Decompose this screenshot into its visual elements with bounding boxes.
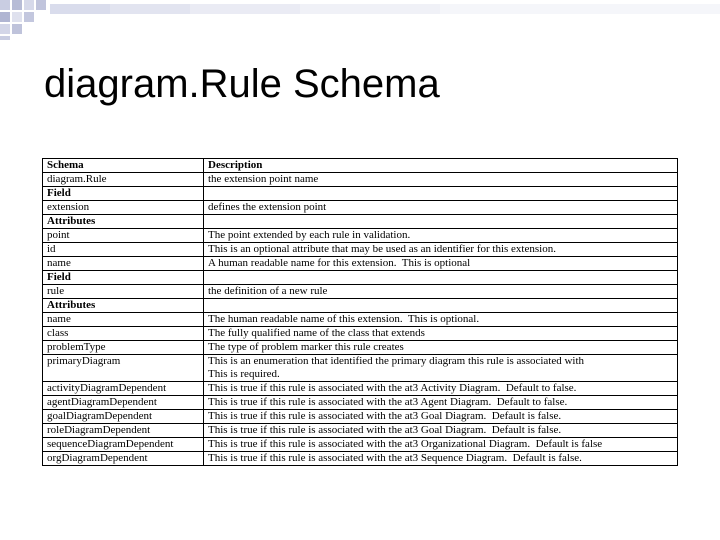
schema-cell: problemType (43, 341, 204, 355)
schema-cell: goalDiagramDependent (43, 410, 204, 424)
decorative-squares (0, 0, 720, 40)
schema-cell: extension (43, 201, 204, 215)
schema-cell: class (43, 327, 204, 341)
table-row (43, 159, 678, 173)
description-cell: A human readable name for this extension. This is optional (204, 257, 678, 271)
table-row (43, 438, 678, 452)
schema-cell: activityDiagramDependent (43, 382, 204, 396)
table-row (43, 229, 678, 243)
schema-cell: id (43, 243, 204, 257)
schema-cell: rule (43, 285, 204, 299)
table-row (43, 410, 678, 424)
slide-title: diagram.Rule Schema (44, 62, 440, 106)
schema-cell: diagram.Rule (43, 173, 204, 187)
description-cell: The human readable name of this extension. This is optional. (204, 313, 678, 327)
schema-table-body (43, 159, 678, 466)
table-row (43, 396, 678, 410)
description-cell: The fully qualified name of the class that extends (204, 327, 678, 341)
table-row (43, 173, 678, 187)
description-cell: This is true if this rule is associated with the at3 Activity Diagram. Default to false. (204, 382, 678, 396)
schema-cell: point (43, 229, 204, 243)
description-cell (204, 187, 678, 201)
description-cell: This is true if this rule is associated with the at3 Sequence Diagram. Default is false. (204, 452, 678, 466)
table-row (43, 424, 678, 438)
description-cell: This is an enumeration that identified the primary diagram this rule is associated with This is required. (204, 355, 678, 382)
schema-cell: orgDiagramDependent (43, 452, 204, 466)
table-row (43, 355, 678, 382)
schema-cell: Attributes (43, 215, 204, 229)
description-cell (204, 271, 678, 285)
table-row (43, 243, 678, 257)
table-row (43, 257, 678, 271)
description-cell: This is true if this rule is associated with the at3 Organizational Diagram. Default is false (204, 438, 678, 452)
schema-cell: Attributes (43, 299, 204, 313)
table-row (43, 327, 678, 341)
description-cell (204, 215, 678, 229)
schema-cell: Schema (43, 159, 204, 173)
table-row (43, 271, 678, 285)
description-cell: the extension point name (204, 173, 678, 187)
description-cell: This is true if this rule is associated with the at3 Agent Diagram. Default to false. (204, 396, 678, 410)
description-cell (204, 299, 678, 313)
table-row (43, 341, 678, 355)
schema-table (42, 158, 678, 466)
description-cell: defines the extension point (204, 201, 678, 215)
description-cell: This is an optional attribute that may be used as an identifier for this extension. (204, 243, 678, 257)
table-row (43, 299, 678, 313)
schema-cell: name (43, 257, 204, 271)
description-cell: the definition of a new rule (204, 285, 678, 299)
schema-cell: name (43, 313, 204, 327)
description-cell: Description (204, 159, 678, 173)
description-cell: This is true if this rule is associated with the at3 Goal Diagram. Default is false. (204, 424, 678, 438)
schema-cell: Field (43, 271, 204, 285)
schema-cell: roleDiagramDependent (43, 424, 204, 438)
table-row (43, 452, 678, 466)
table-row (43, 382, 678, 396)
table-row (43, 215, 678, 229)
schema-cell: agentDiagramDependent (43, 396, 204, 410)
description-cell: The point extended by each rule in validation. (204, 229, 678, 243)
table-row (43, 201, 678, 215)
table-row (43, 313, 678, 327)
schema-cell: Field (43, 187, 204, 201)
description-cell: This is true if this rule is associated with the at3 Goal Diagram. Default is false. (204, 410, 678, 424)
table-row (43, 187, 678, 201)
table-row (43, 285, 678, 299)
description-cell: The type of problem marker this rule creates (204, 341, 678, 355)
schema-cell: sequenceDiagramDependent (43, 438, 204, 452)
schema-cell: primaryDiagram (43, 355, 204, 382)
